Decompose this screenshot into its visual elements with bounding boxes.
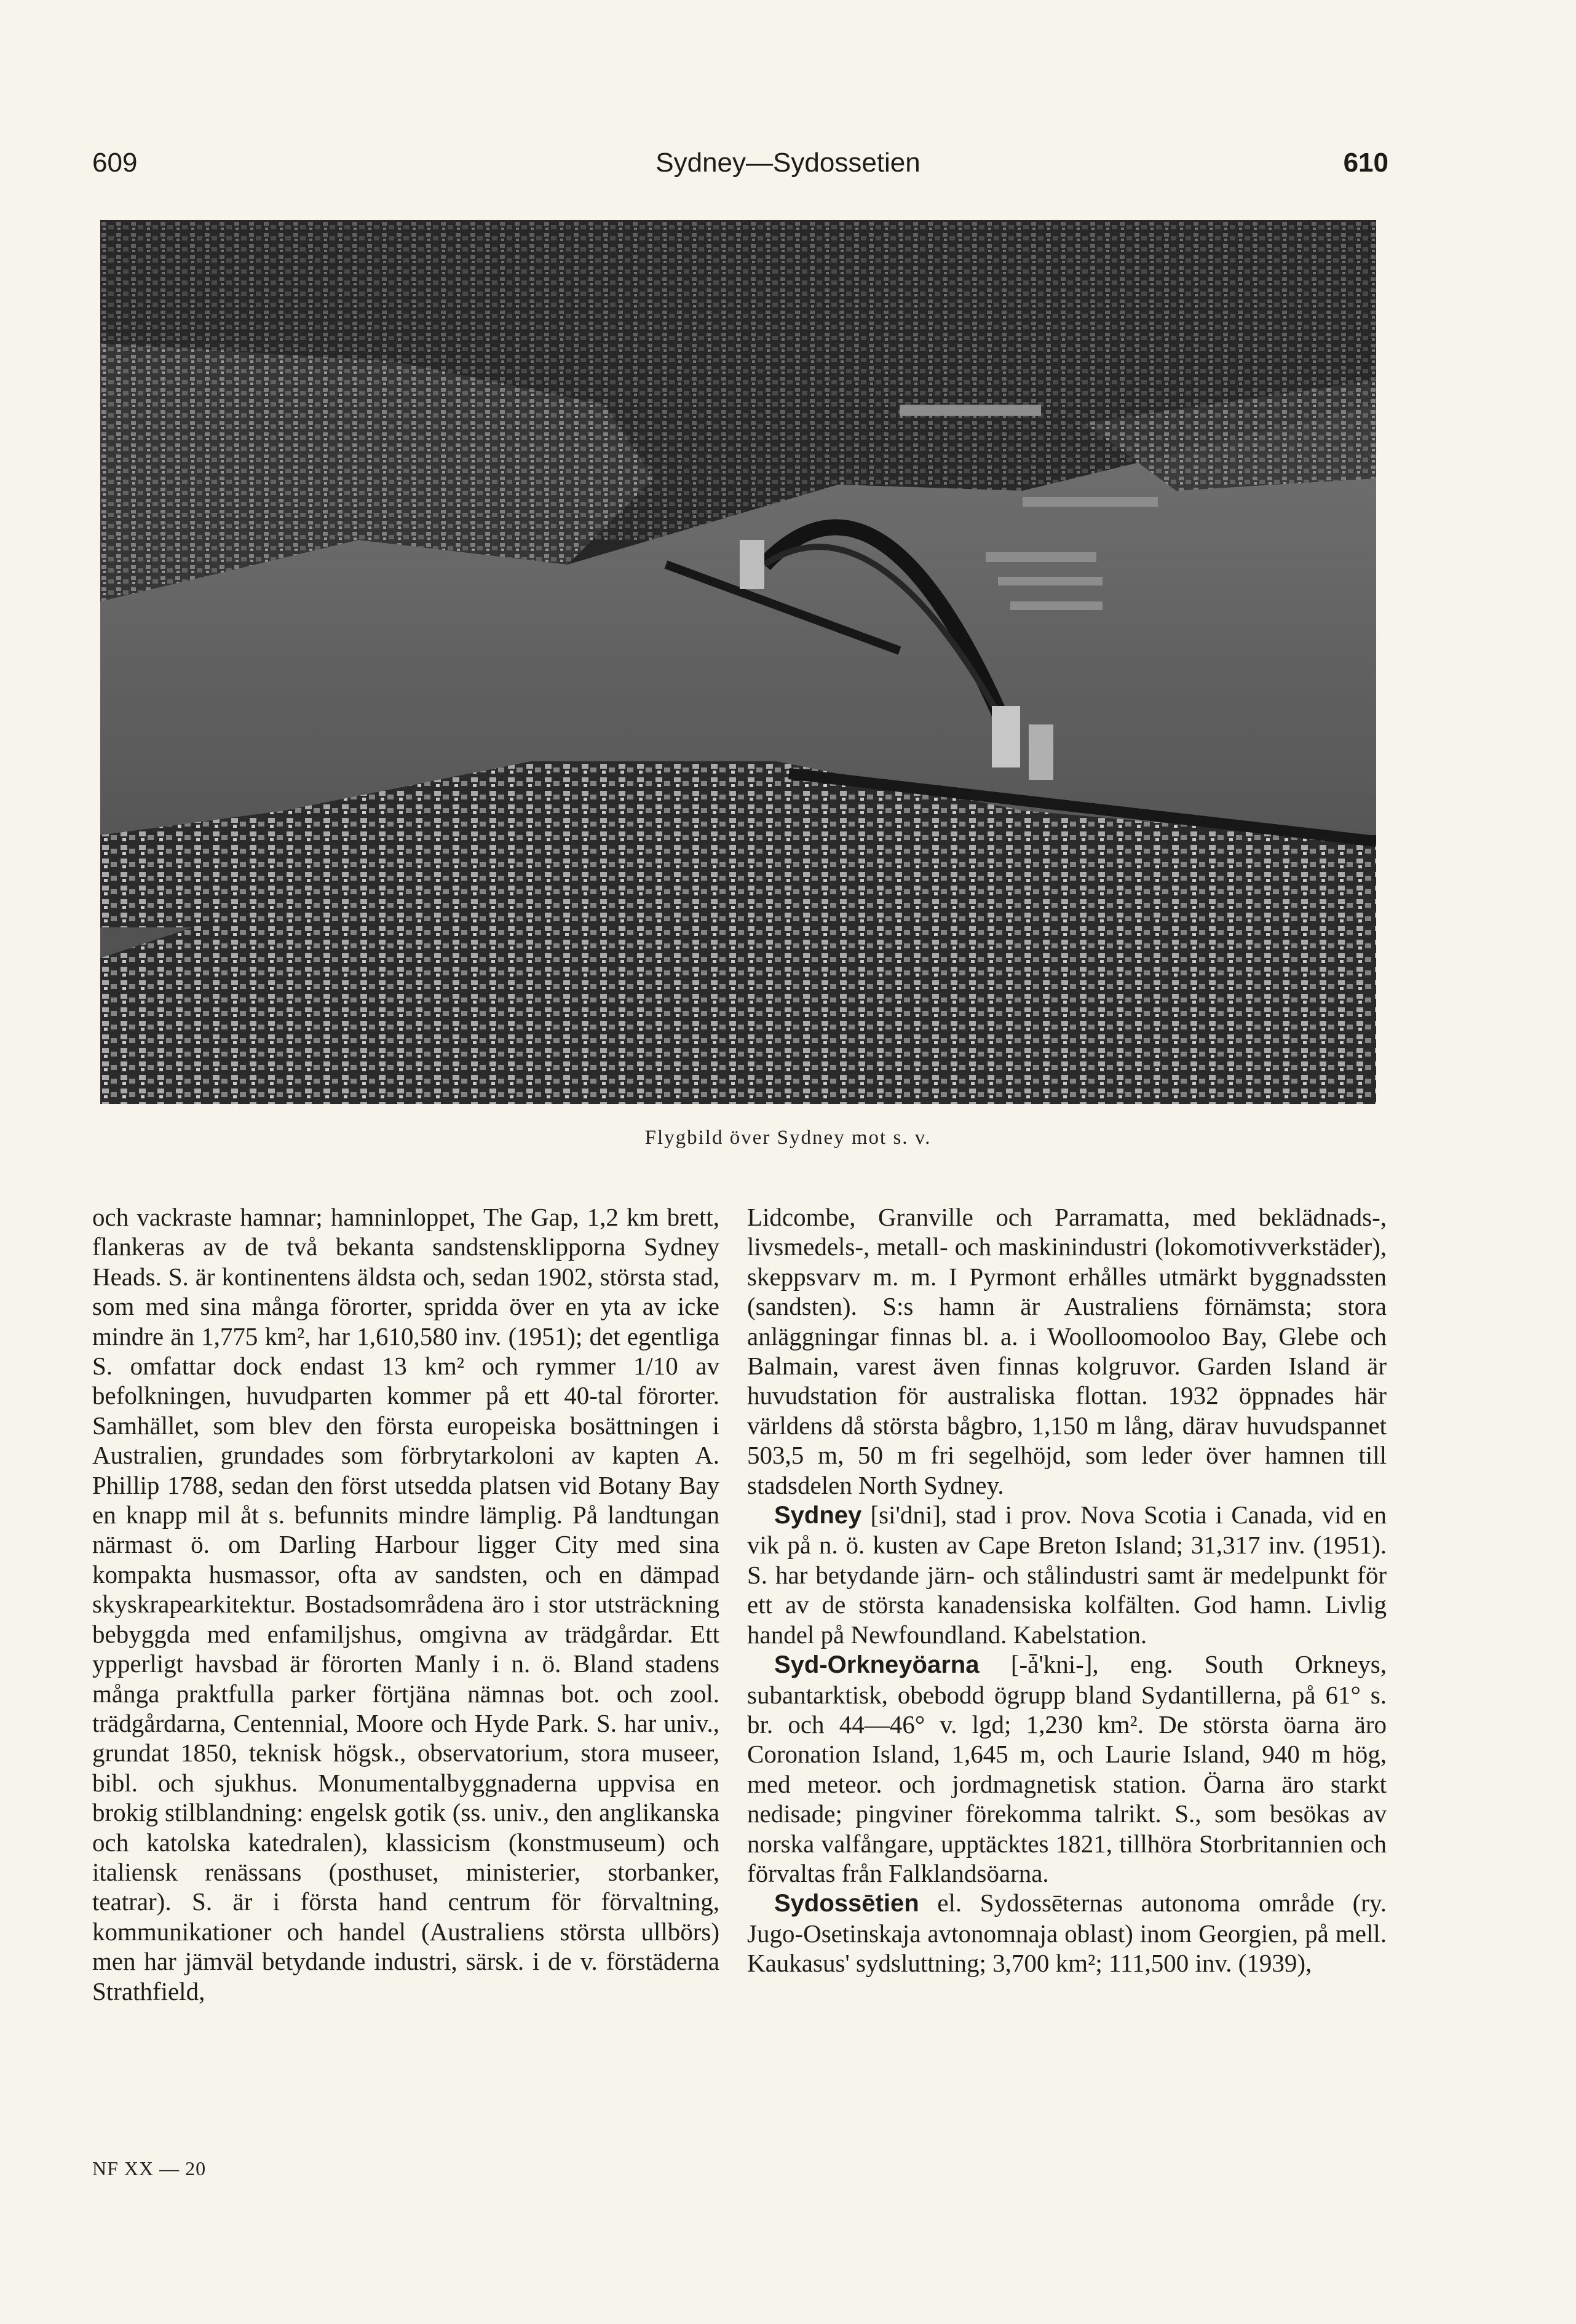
entry-sydossetien xyxy=(747,1888,1387,1978)
entry-sydney-canada xyxy=(747,1500,1387,1649)
entry-term: Syd-Orkneyöarna xyxy=(774,1651,980,1679)
continuation-paragraph: Lidcombe, Granville och Parramatta, med beklädnads-, livsmedels-, metall- och maskinindustri (lokomotivverkstäder), skeppsvarv m. m. I Pyrmont erhålles utmärkt byggnadssten (sandsten). S:s hamn är Australiens förnämsta; stora anläggningar finnas bl. a. i Woolloomooloo Bay, Glebe och Balmain, varest även finnas kolgruvor. Garden Island är huvudstation för australiska flottan. 1932 öppnades här världens då största bågbro, 1,150 m lång, därav huvudspannet 503,5 m, 50 m fri segelhöjd, som leder över hamnen till stadsdelen North Sydney. xyxy=(747,1203,1387,1499)
running-title: Sydney—Sydossetien xyxy=(655,148,921,178)
right-column xyxy=(747,1202,1387,1978)
harbour-bridge-illustration xyxy=(100,220,1376,1104)
entry-syd-orkneyoarna xyxy=(747,1649,1387,1888)
entry-text: el. Sydossēternas autonoma område (ry. Jugo-Osetinskaja avtonomnaja oblast) inom Georgien, på mell. Kaukasus' sydsluttning; 3,700 km²; 111,500 inv. (1939), xyxy=(747,1889,1387,1978)
page-number-right: 610 xyxy=(1343,148,1388,178)
left-column xyxy=(92,1202,719,2006)
photo-caption: Flygbild över Sydney mot s. v. xyxy=(644,1127,932,1149)
signature-mark: NF XX — 20 xyxy=(92,2157,207,2179)
left-column-text: och vackraste hamnar; hamninloppet, The Gap, 1,2 km brett, flankeras av de två bekanta sandstensklipporna Sydney Heads. S. är kontinentens äldsta och, sedan 1902, största stad, som med sina många förorter, spridda över en yta av icke mindre än 1,775 km², har 1,610,580 inv. (1951); det egentliga S. omfattar dock endast 13 km² och rymmer 1/10 av befolkningen, huvudparten kommer på ett 40-tal förorter. Samhället, som blev den första europeiska bosättningen i Australien, grundades som förbrytarkoloni av kapten A. Phillip 1788, sedan den först utsedda platsen vid Botany Bay en knapp mil åt s. befunnits mindre lämplig. På landtungan närmast ö. om Darling Harbour ligger City med sina kompakta husmassor, ofta av sandsten, och en dämpad skyskrapearkitektur. Bostadsområdena äro i stor utsträckning bebyggda med enfamiljshus, omgivna av trädgårdar. Ett ypperligt havsbad är förorten Manly i n. ö. Bland stadens många praktfulla parker förtjäna nämnas bot. och zool. trädgårdarna, Centennial, Moore och Hyde Park. S. har univ., grundat 1850, teknisk högsk., observatorium, stora museer, bibl. och sjukhus. Monumentalbyggnaderna uppvisa en brokig stilblandning: engelsk gotik (ss. univ., den anglikanska och katolska katedralen), klassicism (konstmuseum) och italiensk renässans (posthuset, ministerier, storbanker, teatrar). S. är i första hand centrum för förvaltning, kommunikationer och handel (Australiens största ullbörs) men har jämväl betydande industri, särsk. i de v. förstäderna Strathfield, xyxy=(92,1203,719,2005)
entry-term: Sydney xyxy=(774,1502,862,1529)
aerial-photo-sydney-harbour xyxy=(100,220,1376,1104)
entry-text: [-ǡ'kni-], eng. South Orkneys, subantarktisk, obebodd ögrupp bland Sydantillerna, på 61° s. br. och 44—46° v. lgd; 1,230 km². De största öarna äro Coronation Island, 1,645 m, och Laurie Island, 940 m hög, med meteor. och jordmagnetisk station. Öarna äro starkt nedisade; pingviner förekomma talrikt. S., som besökas av norska valfångare, upptäcktes 1821, tillhöra Storbritannien och förvaltas från Falklandsöarna. xyxy=(747,1650,1387,1887)
page-number-left: 609 xyxy=(92,148,138,178)
entry-text: [si'dni], stad i prov. Nova Scotia i Canada, vid en vik på n. ö. kusten av Cape Breton Island; 31,317 inv. (1951). S. har betydande järn- och stålindustri samt är medelpunkt för ett av de största kanadensiska kolfälten. God hamn. Livlig handel på Newfoundland. Kabelstation. xyxy=(747,1501,1387,1649)
entry-term: Sydossētien xyxy=(774,1890,919,1917)
